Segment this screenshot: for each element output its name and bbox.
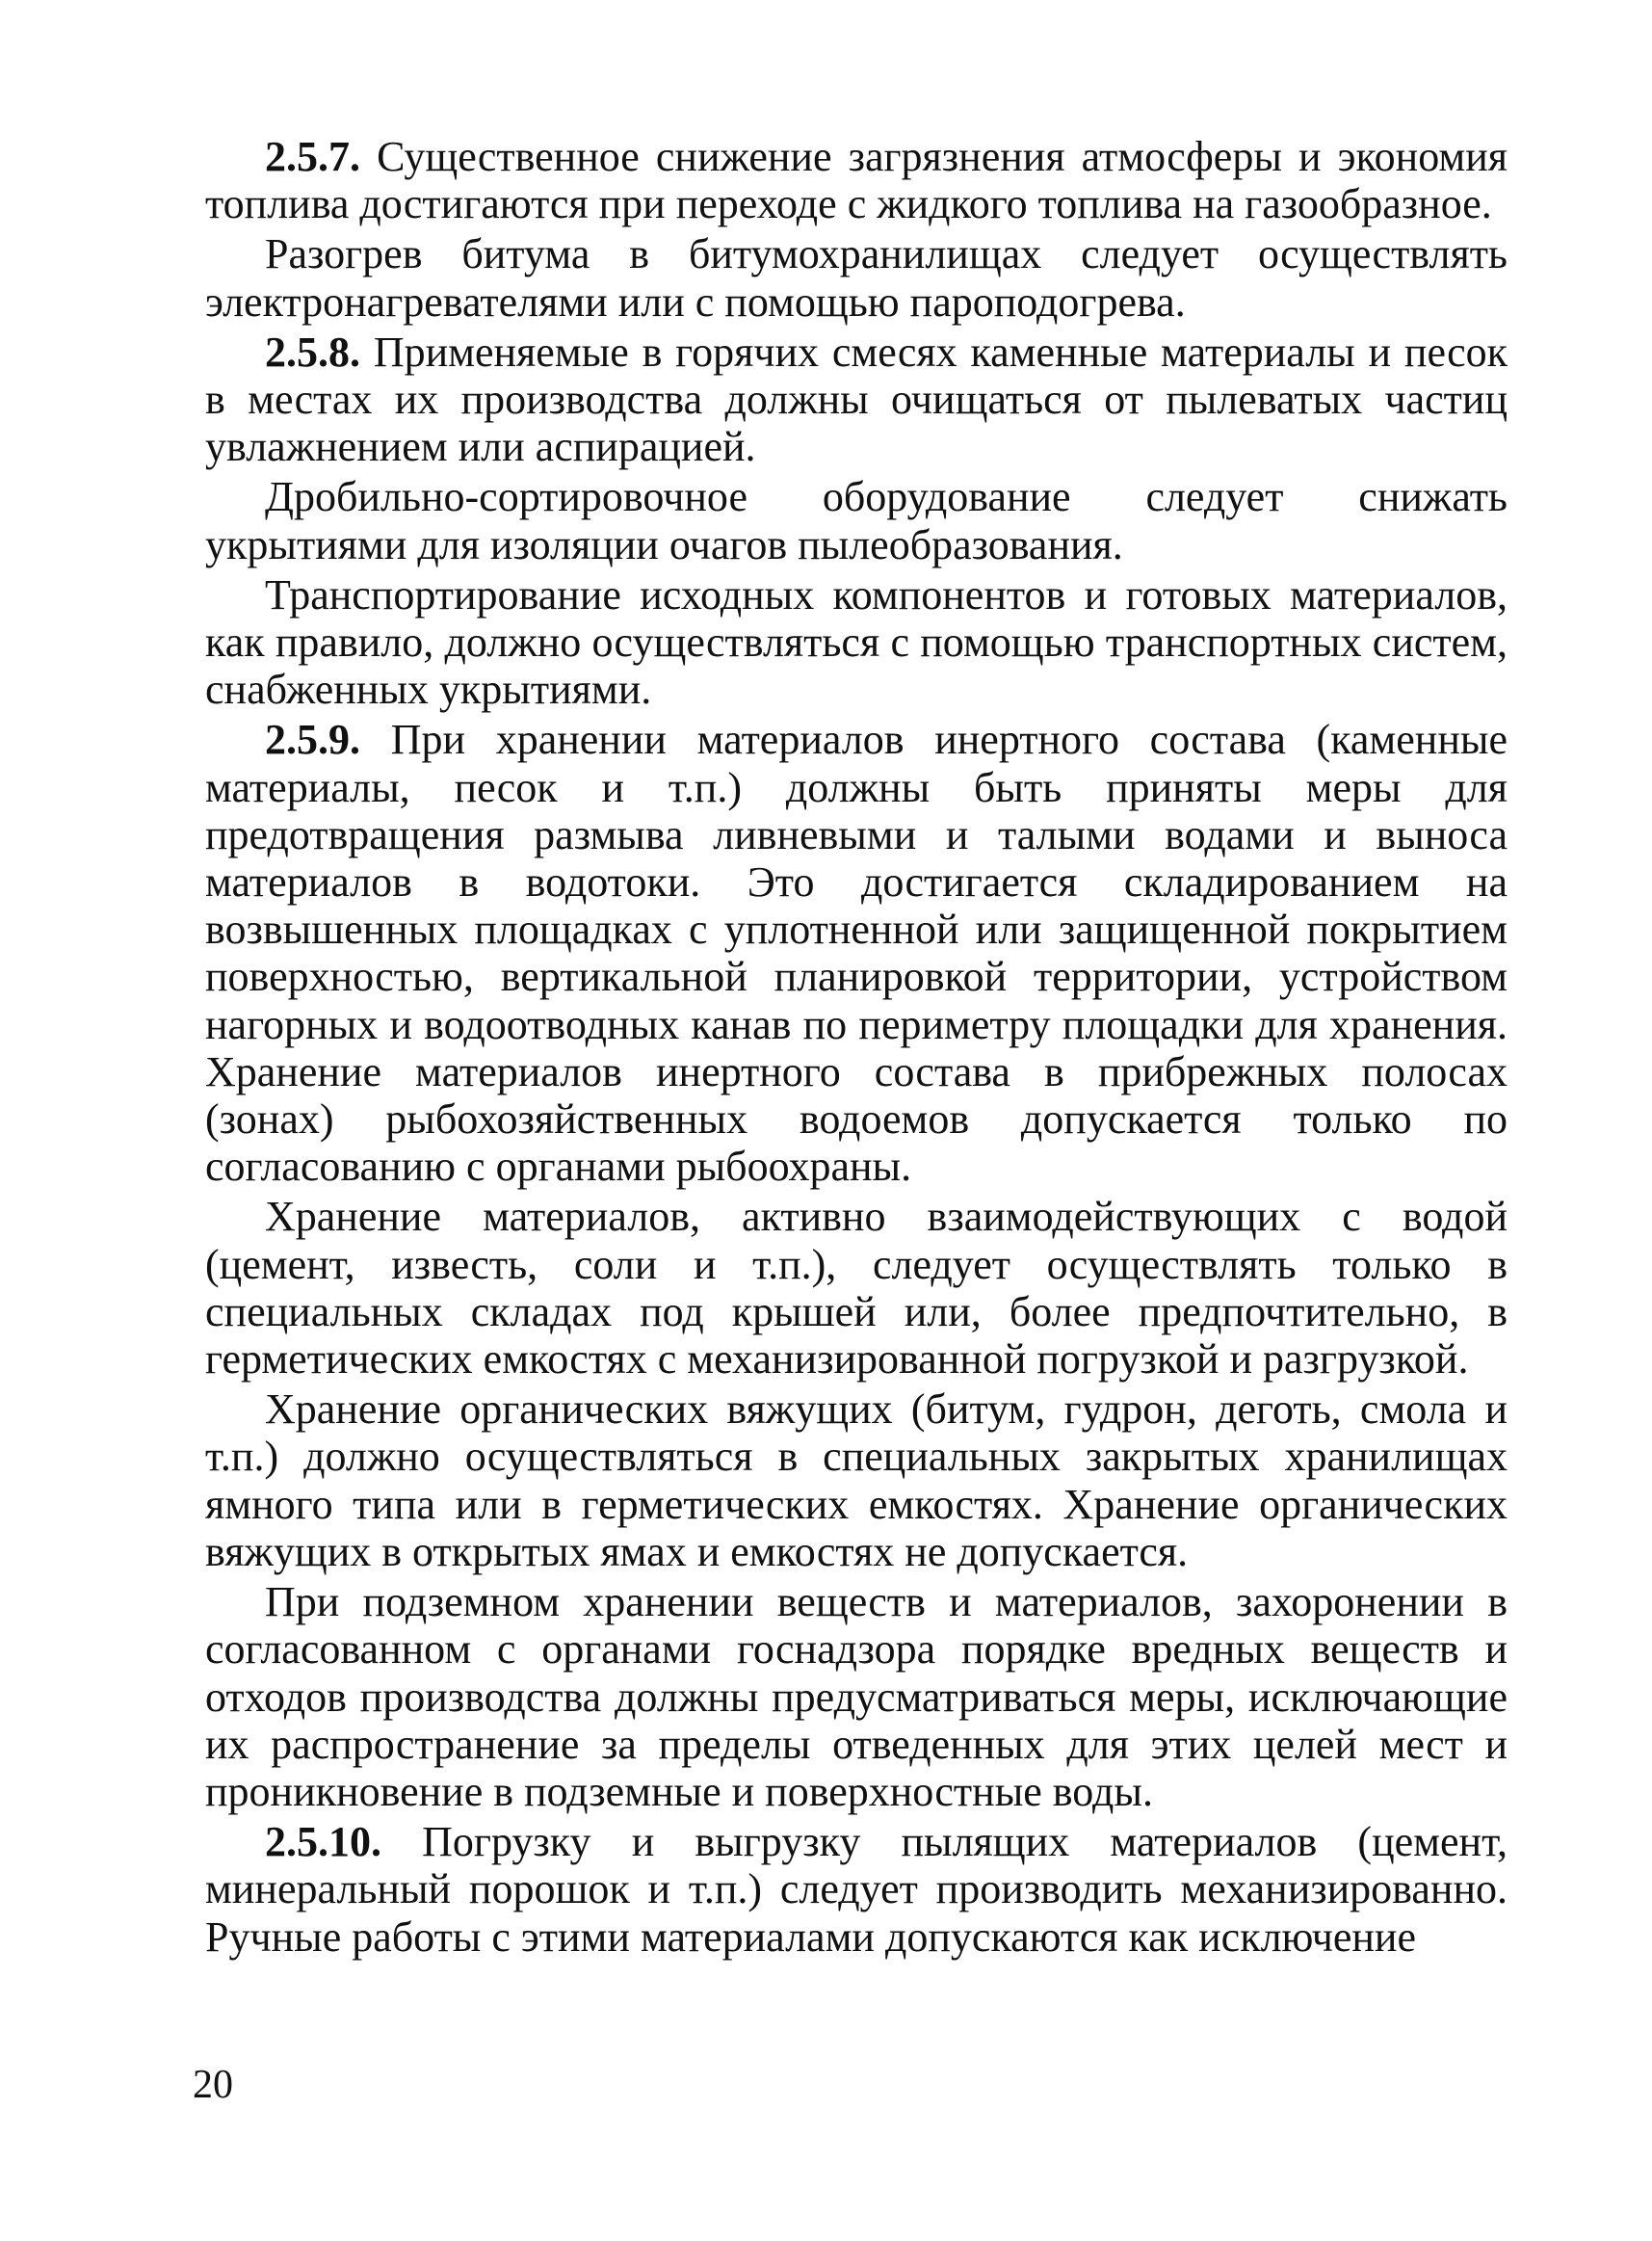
paragraph-text: Применяемые в горячих смесях каменные материалы и песок в местах их производства должны очищаться от пылеватых частиц увлажнением или аспирацией. (205, 328, 1508, 471)
page-body (205, 133, 1508, 1961)
paragraph-text: Погрузку и выгрузку пылящих материалов (цемент, минеральный порошок и т.п.) следует производить механизированно. Ручные работы с этими материалами допускаются как исключение (205, 1818, 1508, 1961)
paragraph-underground-storage (205, 1578, 1508, 1815)
paragraph-text: Хранение органических вяжущих (битум, гудрон, деготь, смола и т.п.) должно осуществляться в специальных закрытых хранилищах ямного типа или в герметических емкостях. Хранение органических вяжущих в открытых ямах и емкостях не допускается. (205, 1385, 1508, 1575)
section-number: 2.5.7. (265, 133, 360, 180)
paragraph-2-5-10 (205, 1818, 1508, 1961)
paragraph-crushing-equipment (205, 473, 1508, 567)
paragraph-text: Дробильно-сортировочное оборудование следует снижать укрытиями для изоляции очагов пылеобразования. (205, 473, 1508, 568)
section-number: 2.5.8. (265, 328, 360, 376)
paragraph-text: При подземном хранении веществ и материалов, захоронении в согласованном с органами госнадзора порядке вредных веществ и отходов производства должны предусматриваться меры, исключающие их распространение за пределы отведенных для этих целей мест и проникновение в подземные и поверхностные воды. (205, 1578, 1508, 1815)
paragraph-water-reactive-storage (205, 1193, 1508, 1383)
paragraph-transportation (205, 571, 1508, 714)
section-number: 2.5.9. (265, 716, 360, 764)
paragraph-text: Разогрев битума в битумохранилищах следует осуществлять электронагревателями или с помощью пароподогрева. (205, 230, 1508, 326)
section-number: 2.5.10. (265, 1818, 381, 1866)
paragraph-text: Транспортирование исходных компонентов и готовых материалов, как правило, должно осуществляться с помощью транспортных систем, снабженных укрытиями. (205, 570, 1508, 714)
paragraph-2-5-8 (205, 329, 1508, 471)
paragraph-text: Хранение материалов, активно взаимодействующих с водой (цемент, известь, соли и т.п.), следует осуществлять только в специальных складах под крышей или, более предпочтительно, в герметических емкостях с механизированной погрузкой и разгрузкой. (205, 1193, 1508, 1384)
page-number: 20 (193, 2063, 233, 2107)
paragraph-2-5-7 (205, 133, 1508, 227)
paragraph-2-5-9 (205, 716, 1508, 1190)
paragraph-bitumen-heating (205, 230, 1508, 325)
paragraph-text: При хранении материалов инертного состава (каменные материалы, песок и т.п.) должны быть приняты меры для предотвращения размыва ливневыми и талыми водами и выноса материалов в водотоки. Это достигается складированием на возвышенных площадках с уплотненной или защищенной покрытием поверхностью, вертикальной планировкой территории, устройством нагорных и водоотводных канав по периметру площадки для хранения. Хранение материалов инертного состава в прибрежных полосах (зонах) рыбохозяйственных водоемов допускается только по согласованию с органами рыбоохраны. (205, 716, 1508, 1191)
paragraph-text: Существенное снижение загрязнения атмосферы и экономия топлива достигаются при переходе с жидкого топлива на газообразное. (205, 133, 1508, 228)
paragraph-organic-binders-storage (205, 1385, 1508, 1575)
